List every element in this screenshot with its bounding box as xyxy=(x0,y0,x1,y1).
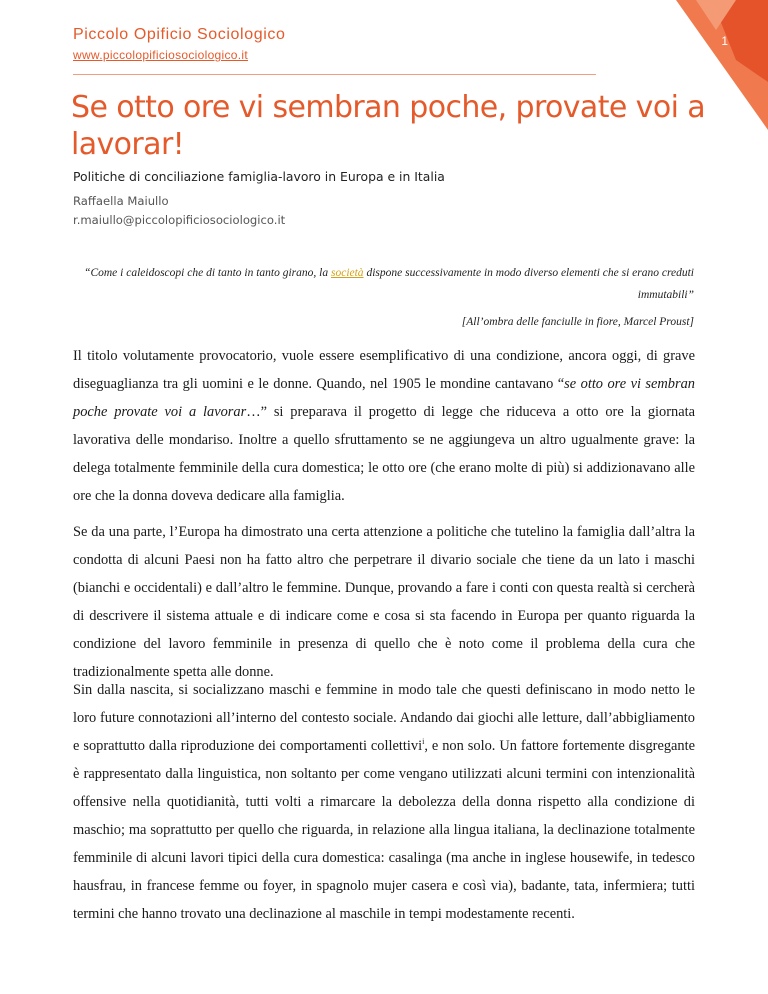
paragraph-1-text-end: …” si preparava il progetto di legge che riduceva a otto ore la giornata lavorativa delle mondariso. Inoltre a quello sfruttamento se ne aggiungeva un altro ugualmente grave: la delega totalmente femminile della cura domestica; le otto ore (che erano molte di più) si addizionavano alle ore che la donna doveva dedicare alla famiglia. xyxy=(73,404,695,504)
author-email[interactable]: r.maiullo@piccolopificiosociologico.it xyxy=(73,213,286,227)
paragraph-1-song-quote: se otto ore vi sembran poche provate voi a lavorar xyxy=(73,376,695,420)
page-number: 1 xyxy=(721,34,728,48)
paragraph-1-text-start: Il titolo volutamente provocatorio, vuole essere esemplificativo di una condizione, ancora oggi, di grave diseguaglianza tra gli uomini e le donne. Quando, nel 1905 le mondine cantavano “ xyxy=(73,348,695,392)
body-paragraph-2: Se da una parte, l’Europa ha dimostrato una certa attenzione a politiche che tutelino la famiglia dall’altra la condotta di alcuni Paesi non ha fatto altro che perpetrare il divario sociale che tiene da un lato i maschi (bianchi e occidentali) e dall’altro le femmine. Dunque, provando a fare i conti con questa realtà si cercherà di descrivere il sistema attuale e di indicare come e cosa si sta facendo in Europa per quanto riguarda la condizione del lavoro femminile in presenza di quello che è noto come il problema della cura che tradizionalmente spetta alle donne. xyxy=(73,524,695,680)
epigraph-text-start: “Come i caleidoscopi che di tanto in tanto girano, la xyxy=(84,267,331,279)
article-title: Se otto ore vi sembran poche, provate voi a lavorar! xyxy=(71,90,706,162)
brand-name: Piccolo Opificio Sociologico xyxy=(73,26,286,43)
epigraph-source: [All’ombra delle fanciulle in fiore, Marcel Proust] xyxy=(461,316,694,328)
paragraph-3-text-start: Sin dalla nascita, si socializzano maschi e femmine in modo tale che questi definiscano in modo netto le loro future connotazioni all’interno del contesto sociale. Andando dai giochi alle letture, dall’abbigliamento e soprattutto dalla riproduzione dei comportamenti collettivi xyxy=(73,682,695,754)
epigraph-quote xyxy=(80,262,694,306)
epigraph-societa-link[interactable]: società xyxy=(330,267,364,279)
brand-url-link[interactable]: www.piccolopificiosociologico.it xyxy=(73,48,249,62)
body-paragraph-1 xyxy=(73,342,695,510)
footnote-marker[interactable]: i xyxy=(422,737,425,747)
paragraph-3-text-end: , e non solo. Un fattore fortemente disgregante è rappresentato dalla linguistica, non soltanto per come vengano utilizzati alcuni termini con intenzionalità offensive nella quotidianità, tutti volti a rimarcare la debolezza della donna rispetto alla condizione di maschio; ma soprattutto per quello che riguarda, in relazione alla lingua italiana, la declinazione totalmente femminile di alcuni lavori tipici della cura domestica: casalinga (ma anche in inglese housewife, in tedesco hausfrau, in francese femme ou foyer, in spagnolo mujer casera e così via), badante, tata, infermiera; tutti termini che hanno trovato una declinazione al maschile in tempi modestamente recenti. xyxy=(73,738,696,922)
body-paragraph-3 xyxy=(73,676,695,928)
article-subtitle: Politiche di conciliazione famiglia-lavoro in Europa e in Italia xyxy=(73,169,445,184)
header-divider xyxy=(73,74,596,75)
epigraph-text-end: dispone successivamente in modo diverso elementi che si erano creduti immutabili” xyxy=(363,267,694,301)
author-name: Raffaella Maiullo xyxy=(73,194,169,208)
